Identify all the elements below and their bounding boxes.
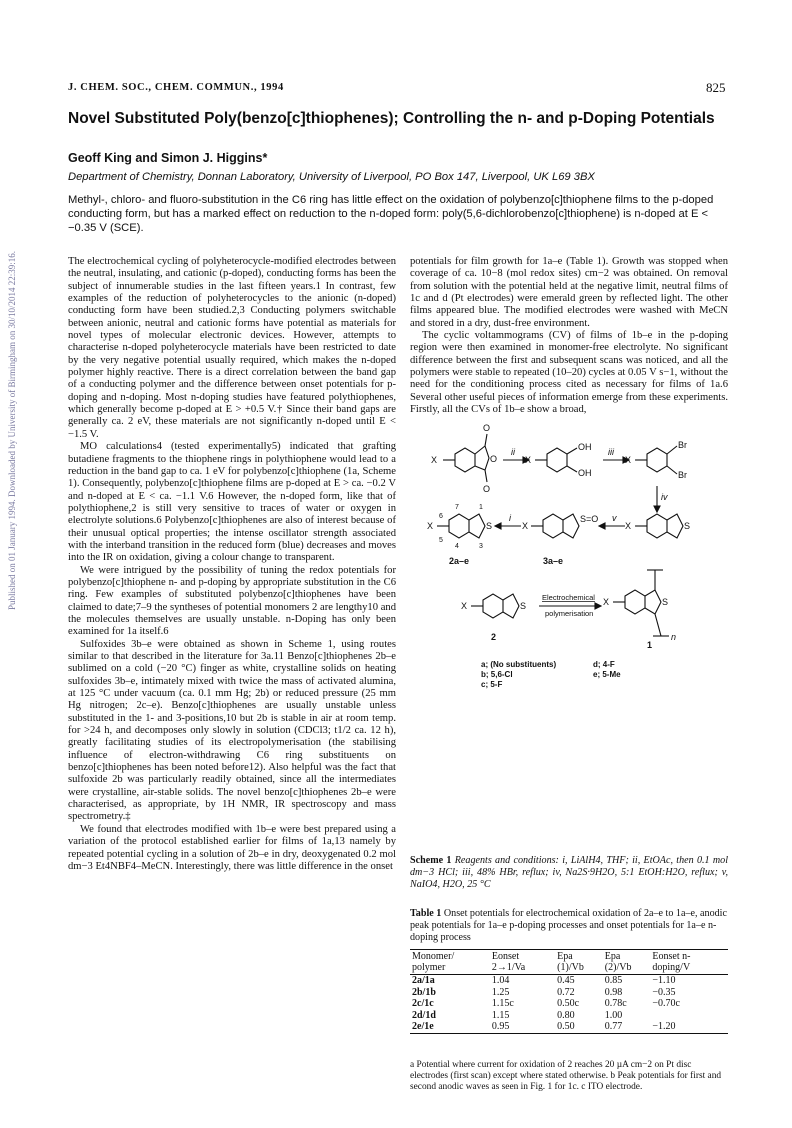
table-cell: −1.10 — [652, 975, 676, 986]
label-compound-2a-e: 2a–e — [449, 556, 470, 566]
label-x: X — [461, 601, 468, 611]
table-1 — [410, 949, 728, 1034]
paragraph: MO calculations4 (tested experimentally5) indicated that grafting butadiene fragments to the thiophene rings in polythiophene would lead to a reduction in the band gap to ca. 1 eV for polybenzo[c]thiophene (1a, Scheme 1). Consequently, polybenzo[c]thiophene films are p-doped at E > ca. −0.2 V and n-doped at E < ca. −1.1 V.6 However, the n-doped form, like that of polythiophene,2 is still very sensitive to traces of water or oxygen in electrolyte solutions.6 Polybenzo[c]thiophenes are also of interest because of their unusual optical properties; the intense oscillator strength associated with the interband transition in the reduced form (blue) decreases and moves into the IR on oxidation, giving a colour change to transparent. — [68, 441, 396, 564]
benzothiophene-2-structure — [437, 514, 485, 538]
position-5: 5 — [439, 537, 443, 544]
table-cell — [650, 1010, 728, 1022]
table-cell: 0.95 — [491, 1021, 510, 1032]
label-x: X — [431, 455, 438, 465]
scheme-caption-text: Reagents and conditions: i, LiAlH4, THF; ii, EtOAc, then 0.1 mol dm−3 HCl; iii, 48% HBr, reflux; iv, Na2S·9H2O, 5:1 EtOH:H2O, reflux; v, NaIO4, H2O, 25 °C — [410, 855, 729, 890]
label-electrochemical: Electrochemical — [542, 593, 595, 602]
table-header: Eonset n-doping/V — [652, 951, 691, 973]
label-n: n — [671, 632, 677, 642]
article-authors: Geoff King and Simon J. Higgins* — [68, 151, 268, 165]
label-oh-top: OH — [578, 442, 592, 452]
scheme-caption — [410, 855, 728, 891]
table-header: Eonset 2→1/Va — [491, 951, 526, 973]
substituent-c: c; 5-F — [481, 680, 503, 689]
paragraph: We were intrigued by the possibility of tuning the redox potentials for polybenzo[c]thiophene n- and p-doping by appropriate substitution in the C6 ring. Few examples of substituted polybenzo[c]thiophenes have been claimed to date;7–9 the syntheses of potential monomers 2 are lengthy10 and the molecules themselves are usually unstable. n-Doping has only been examined for 1a itself.6 — [68, 564, 396, 638]
paragraph: The cyclic voltammograms (CV) of films of 1b–e in the p-doping region were then examined in monomer-free electrolyte. No significant difference between the first and subsequent scans was noticed, and all the polymers were stable to repeated (10–20) cycles at 0.05 V s−1, without the need for the conditioning process cited as necessary for films of 1a.6 Several other useful pieces of information emerge from these experiments. Firstly, all the CVs of 1b–e show a broad, — [410, 330, 728, 416]
running-head: J. CHEM. SOC., CHEM. COMMUN., 1994 — [68, 82, 284, 93]
label-br-top: Br — [678, 440, 687, 450]
paragraph: Sulfoxides 3b–e were obtained as shown in Scheme 1, using routes similar to that described in the literature for 3a.11 Benzo[c]thiophenes 2b–e sublimed on a cold (−20 °C) finger as white, crystalline solids on heating sulfoxides 3b–e, intimately mixed with twice the mass of activated alumina, at 125 °C under vacuum (ca. 0.1 mm Hg; 2b) or reduced pressure (25 mm Hg nitrogen; 2c–e). Benzo[c]thiophenes are usually unstable unless substituted in the 1- and 3-positions,10 but 2b is stable in air at room temp. for >24 h, and decomposes only slowly in solution (CDCl3; t1/2 ca. 12 h), greatly facilitating studies of its electropolymerisation (the stabilising influence of electron-withdrawing C6 ring substituents on benzo[c]thiophenes has been noted before12). Also helpful was the fact that sulfoxide 2b was particularly readily obtained, since all the intermediates were crystalline, air-stable solids. The novel benzo[c]thiophenes 2b–e were characterised, as appropriate, by 1H NMR, IR spectroscopy and mass spectrometry.‡ — [68, 638, 396, 823]
diol-structure — [535, 448, 577, 472]
article-title: Novel Substituted Poly(benzo[c]thiophenes); Controlling the n- and p-Doping Potentials — [68, 110, 715, 127]
table-cell: 1.15c — [491, 998, 514, 1009]
label-step-i: i — [509, 513, 511, 523]
sulfoxide-structure — [531, 514, 579, 538]
substituent-b: b; 5,6-Cl — [481, 670, 513, 679]
table-cell: 0.77 — [604, 1021, 623, 1032]
table-cell: 0.78c — [604, 998, 627, 1009]
phthalide-structure — [443, 434, 489, 482]
table-caption-label: Table 1 — [410, 908, 442, 919]
table-cell: 0.50c — [557, 998, 580, 1009]
label-compound-2: 2 — [491, 632, 497, 642]
paragraph: The electrochemical cycling of polyheterocycle-modified electrodes between the neutral, insulating, and cationic (p-doped), conducting forms has been the subject of innumerable studies in the last fifteen years.1 In contrast, few examples of the reduction of polyheterocycles to the anionic (n-doped) conducting form have been studied.2,3 Conducting polymers switchable between anionic, neutral and cationic forms have potential as materials for novel types of molecular electronic devices. However, attempts to characterise n-doped polyheterocycle materials have been restricted to date by the very negative potential usually required, which makes the n-doped polymer highly reactive. There is a direct correlation between the band gap of a conducting polymer and the difference between onset potentials for p-doping and n-doping. Most n-doping studies have featured polythiophenes, which generally become p-doped at E > +0.5 V.† Since their band gaps are generally ca. 2 eV, these materials are not significantly n-doped until E < −1.5 V. — [68, 256, 397, 440]
table-cell: 0.72 — [557, 986, 575, 998]
table-cell: 1.25 — [491, 986, 510, 998]
label-x: X — [522, 521, 529, 531]
table-cell: 0.45 — [557, 975, 575, 986]
table-cell: 2b/1b — [412, 986, 436, 998]
label-x: X — [427, 521, 434, 531]
table-row — [410, 987, 728, 999]
label-o-top: O — [483, 423, 491, 433]
label-x: X — [625, 455, 632, 465]
table-cell: −1.20 — [652, 1021, 676, 1032]
table-cell: 1.15 — [491, 1009, 510, 1021]
article-affiliation: Department of Chemistry, Donnan Laboratory, University of Liverpool, PO Box 147, Liverpool, UK L69 3BX — [68, 171, 595, 183]
table-row — [410, 998, 728, 1010]
position-4: 4 — [455, 543, 459, 550]
table-header: Epa (1)/Vb — [557, 951, 584, 973]
polymer-1-structure — [613, 570, 669, 636]
table-row — [410, 1021, 728, 1033]
paragraph: We found that electrodes modified with 1b–e were best prepared using a variation of the protocol established earlier for films of 1a,13 namely by repeated potential cycling in a solution of 2b–e in dry, deoxygenated 0.2 mol dm−3 Et4NBF4–MeCN. Interestingly, there was little difference in the onset — [68, 823, 396, 872]
table-caption — [410, 908, 728, 944]
label-step-iv: iv — [661, 492, 668, 502]
position-6: 6 — [439, 513, 443, 520]
position-7: 7 — [455, 504, 459, 511]
label-o-ring: O — [490, 454, 498, 464]
article-abstract: Methyl-, chloro- and fluoro-substitution in the C6 ring has little effect on the oxidation of polybenzo[c]thiophene films to the p-doped conducting form, but has a marked effect on reduction to the n-doped form: poly(5,6-dichlorobenzo[c]thiophene) is n-doped at E < −0.35 V (SCE). — [68, 194, 714, 234]
label-polymerisation: polymerisation — [545, 609, 594, 618]
label-x: X — [525, 455, 532, 465]
dihydrobenzothiophene-structure — [635, 514, 683, 538]
table-cell: 2e/1e — [412, 1021, 434, 1032]
label-step-ii: ii — [511, 447, 515, 457]
table-row — [410, 1010, 728, 1022]
substituent-e: e; 5-Me — [593, 670, 621, 679]
table-cell: 2d/1d — [412, 1009, 436, 1021]
table-cell: −0.35 — [652, 986, 676, 998]
label-x: X — [603, 597, 610, 607]
table-cell: 1.00 — [604, 1009, 623, 1021]
position-3: 3 — [479, 543, 483, 550]
scheme-1-diagram — [425, 382, 725, 802]
label-step-v: v — [612, 513, 617, 523]
dibromide-structure — [635, 446, 677, 474]
substituent-a: a; (No substituents) — [481, 660, 557, 669]
substituent-d: d; 4-F — [593, 660, 615, 669]
table-row — [410, 975, 728, 987]
body-column-left — [68, 256, 396, 873]
table-cell: 2a/1a — [412, 975, 435, 986]
label-x: X — [625, 521, 632, 531]
page-number: 825 — [706, 80, 726, 95]
table-cell: −0.70c — [652, 998, 680, 1009]
label-compound-3a-e: 3a–e — [543, 556, 564, 566]
download-note: Published on 01 January 1994. Downloaded by University of Birmingham on 30/10/2014 22:39:16. — [7, 251, 17, 610]
position-1: 1 — [479, 504, 483, 511]
label-step-iii: iii — [608, 447, 614, 457]
paragraph: potentials for film growth for 1a–e (Table 1). Growth was stopped when coverage of ca. 10−8 (mol redox sites) cm−2 was obtained. On removal from solution with the potential held at the negative limit, neutral films of 1c and d (Pt electrodes) were emerald green by reflected light. The other films appeared blue. The modified electrodes were washed with MeCN and stored in a dry, dust-free environment. — [410, 256, 728, 329]
download-watermark — [4, 190, 18, 610]
label-s: S — [684, 521, 691, 531]
table-cell: 0.98 — [604, 986, 623, 998]
table-cell: 1.04 — [491, 975, 510, 986]
table-cell: 2c/1c — [412, 998, 434, 1009]
table-header: Epa (2)/Vb — [604, 951, 632, 973]
label-oh-bottom: OH — [578, 468, 592, 478]
label-compound-1: 1 — [647, 640, 653, 650]
label-o-bottom: O — [483, 484, 491, 494]
table-caption-text: Onset potentials for electrochemical oxidation of 2a–e to 1a–e, anodic peak potentials for 1a–e p-doping processes and onset potentials for 1a–e n-doping process — [410, 908, 727, 943]
table-cell: 0.80 — [557, 1009, 575, 1021]
label-br-bottom: Br — [678, 470, 687, 480]
table-footnote: a Potential where current for oxidation of 2 reaches 20 µA cm−2 on Pt disc electrodes (first scan) except where stated otherwise. b Peak potentials for first and second anodic waves as seen in Fig. 1 for 1c. c ITO electrode. — [410, 1060, 722, 1093]
label-so: S=O — [580, 514, 599, 524]
table-cell: 0.85 — [604, 975, 623, 986]
label-s: S — [662, 597, 669, 607]
monomer-2-structure — [471, 594, 519, 618]
scheme-caption-label: Scheme 1 — [410, 855, 452, 866]
label-s: S — [486, 521, 493, 531]
table-header: Monomer/ polymer — [412, 951, 455, 973]
label-s: S — [520, 601, 527, 611]
table-cell: 0.50 — [557, 1021, 575, 1032]
